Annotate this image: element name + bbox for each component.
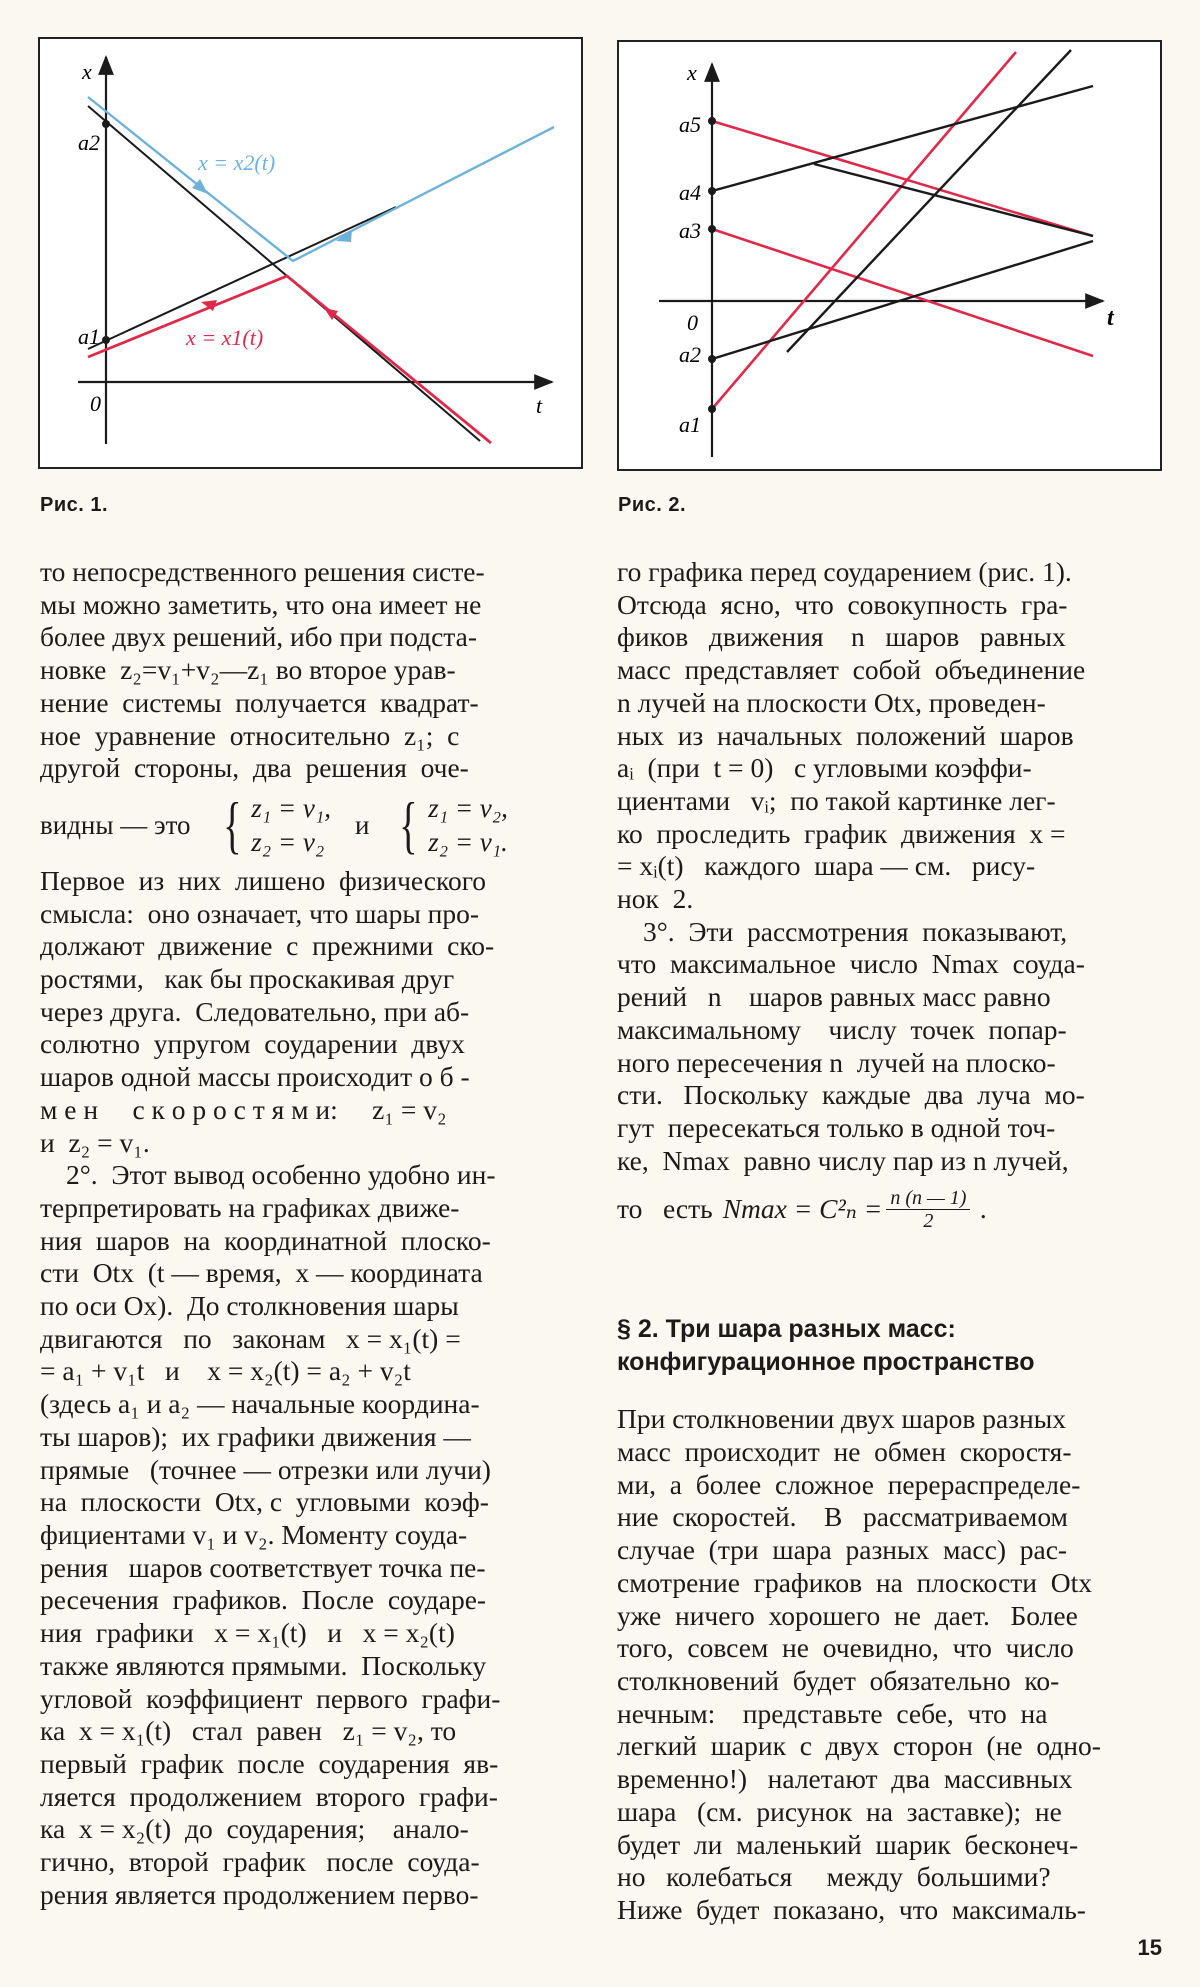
lp3-line: терпретировать на графиках движе-	[40, 1191, 460, 1223]
lp2-line: и z₂ = v₁.	[40, 1126, 150, 1158]
fig2-point-a4	[708, 187, 716, 195]
lp2-line: через друга. Следовательно, при аб-	[40, 995, 470, 1027]
figure-2-caption: Рис. 2.	[618, 494, 687, 516]
formula-prefix: то есть	[617, 1193, 713, 1224]
lp3-line: ния шаров на координатной плоско-	[40, 1224, 491, 1256]
fig2-t-label: t	[1107, 305, 1114, 331]
lp3-line: 2°. Этот вывод особенно удобно ин-	[66, 1159, 496, 1191]
rp2-line: 3°. Эти рассмотрения показывают,	[643, 915, 1068, 947]
rp3-line: будет ли маленький шарик бесконеч-	[617, 1828, 1079, 1860]
rp3-line: временно!) налетают два массивных	[617, 1763, 1073, 1795]
rp1-line: Отсюда ясно, что совокупность гра-	[617, 588, 1068, 620]
page-number: 15	[1137, 1935, 1162, 1960]
rp2-line: максимальному числу точек попар-	[617, 1013, 1067, 1045]
rp3-line: случае (три шара разных масс) рас-	[617, 1534, 1068, 1566]
rp1-line: ко проследить график движения x =	[617, 817, 1066, 849]
right-para-3	[617, 1403, 1162, 1926]
right-para-2	[617, 916, 1162, 1178]
fig1-curve-x2	[88, 97, 554, 261]
figure-2	[617, 40, 1162, 471]
left-para-3	[40, 1159, 588, 1911]
lp3-line: = a₁ + v₁t и x = x₂(t) = a₂ + v₂t	[40, 1355, 411, 1387]
fig2-origin-label: 0	[687, 310, 698, 335]
left-para-1	[40, 556, 588, 785]
fig1-label-x2: x = x2(t)	[198, 150, 276, 175]
fig2-ray-a1	[712, 52, 1016, 409]
lp1-line: нение системы получается квадрат-	[40, 686, 479, 718]
system-2: { z₁ = v₂, z₂ = v₁.	[399, 788, 508, 860]
rp3-line: нечным: представьте себе, что на	[617, 1697, 1048, 1729]
lp1-line: новке z₂=v₁+v₂—z₁ во второе урав-	[40, 654, 456, 686]
right-column	[617, 556, 1162, 1927]
sys1-row1: z₁ = v₁,	[251, 792, 332, 823]
lp1-line: более двух решений, ибо при подста-	[40, 621, 478, 653]
fig1-black-line-down	[88, 106, 480, 441]
rp3-line: столкновений будет обязательно ко-	[617, 1664, 1060, 1696]
fig2-point-a3	[708, 225, 716, 233]
fig2-label-a5: a5	[679, 112, 701, 137]
rp2-line: ке, Nmax равно числу пар из n лучей,	[617, 1144, 1069, 1176]
formula-denominator: 2	[923, 1209, 934, 1232]
rp3-line: масс происходит не обмен скоростя-	[617, 1436, 1072, 1468]
lp3-line: также являются прямыми. Поскольку	[40, 1649, 487, 1681]
lp2-line: Первое из них лишено физического	[40, 864, 487, 896]
fig2-point-a2	[708, 355, 716, 363]
formula-numerator: n (n — 1)	[886, 1187, 970, 1210]
lp3-line: рения шаров соответствует точка пе-	[40, 1551, 486, 1583]
lp1-line: другой стороны, два решения оче-	[40, 752, 469, 784]
fig1-point-a1	[102, 336, 110, 344]
fig2-x-label: x	[687, 60, 697, 85]
rp3-line: шара (см. рисунок на заставке); не	[617, 1795, 1062, 1827]
rp3-line: При столкновении двух шаров разных	[617, 1403, 1066, 1435]
heading-line-1: § 2. Три шара разных масс:	[617, 1315, 956, 1344]
rp1-line: масс представляет собой объединение	[617, 654, 1086, 686]
rp2-line: ного пересечения n лучей на плоско-	[617, 1046, 1056, 1078]
rp1-line: aᵢ (при t = 0) с угловыми коэффи-	[617, 752, 1032, 784]
rp3-line: уже ничего хорошего не дает. Более	[617, 1599, 1078, 1631]
lp3-line: прямые (точнее — отрезки или лучи)	[40, 1453, 491, 1485]
lp3-line: на плоскости Otx, с угловыми коэф-	[40, 1486, 489, 1518]
nmax-formula	[723, 1187, 988, 1232]
fig1-label-a1: a1	[78, 324, 100, 349]
formula-lhs: Nmax = C²ₙ =	[722, 1193, 883, 1224]
figure-1	[38, 37, 583, 469]
formula-suffix: .	[980, 1193, 988, 1224]
rp2-line: что максимальное число Nmax соуда-	[617, 948, 1085, 980]
rp1-line: циентами vᵢ; по такой картинке лег-	[617, 784, 1056, 816]
rp3-line: того, совсем не очевидно, что число	[617, 1632, 1074, 1664]
sys-prefix: видны — это	[40, 809, 191, 840]
lp2-line: смысла: оно означает, что шары про-	[40, 897, 480, 929]
sys2-row2: z₂ = v₁.	[428, 826, 508, 857]
fig2-ray-a3	[712, 229, 1093, 356]
formula-fraction	[886, 1187, 970, 1232]
lp3-line: по оси Ox). До столкновения шары	[40, 1290, 459, 1322]
fig2-ray-steep	[787, 50, 1071, 352]
fig1-t-label: t	[536, 393, 543, 418]
lp2-line: ростями, как бы проскакивая друг	[40, 963, 455, 995]
lp2-line: м е н с к о р о с т я м и: z₁ = v₂	[40, 1093, 447, 1125]
lp3-line: сти Otx (t — время, x — координата	[40, 1257, 483, 1289]
rp1-line: = xᵢ(t) каждого шара — см. рису-	[617, 850, 1036, 882]
fig1-x-label: x	[82, 59, 92, 84]
lp1-line: ное уравнение относительно z₁; с	[40, 719, 460, 751]
lp3-line: двигаются по законам x = x₁(t) =	[40, 1322, 461, 1354]
fig1-point-a2	[102, 120, 110, 128]
rp2-line: гут пересекаться только в одной точ-	[617, 1111, 1056, 1143]
equation-systems	[40, 789, 588, 861]
lp3-line: угловой коэффициент первого графи-	[40, 1682, 501, 1714]
figure-1-caption: Рис. 1.	[40, 494, 109, 516]
fig2-label-a2: a2	[679, 342, 701, 367]
rp1-line: нок 2.	[617, 883, 694, 915]
figure-1-plot	[40, 39, 581, 467]
lp3-line: рения является продолжением перво-	[40, 1878, 479, 1910]
rp2-line: рений n шаров равных масс равно	[617, 981, 1051, 1013]
system-1: { z₁ = v₁, z₂ = v₂	[222, 788, 332, 860]
rp1-line: n лучей на плоскости Otx, проведен-	[617, 686, 1046, 718]
nmax-formula-line	[617, 1181, 1162, 1237]
lp2-line: должают движение с прежними ско-	[40, 930, 495, 962]
section-heading	[617, 1313, 1162, 1379]
fig1-label-a2: a2	[78, 130, 100, 155]
rp3-line: ми, а более сложное перераспределе-	[617, 1468, 1081, 1500]
fig2-point-a1	[708, 405, 716, 413]
sys-and: и	[355, 809, 370, 840]
lp2-line: солютно упругом соударении двух	[40, 1028, 465, 1060]
lp3-line: ресечения графиков. После соударе-	[40, 1584, 487, 1616]
lp3-line: первый график после соударения яв-	[40, 1747, 499, 1779]
lp3-line: ты шаров); их графики движения —	[40, 1420, 471, 1452]
sys2-row1: z₁ = v₂,	[428, 792, 508, 823]
lp2-line: шаров одной массы происходит о б -	[40, 1061, 470, 1093]
lp3-line: ка x = x₂(t) до соударения; анало-	[40, 1813, 469, 1845]
rp3-line: легкий шарик с двух сторон (не одно-	[617, 1730, 1101, 1762]
fig2-point-a5	[708, 117, 716, 125]
rp1-line: ных из начальных положений шаров	[617, 719, 1074, 751]
lp3-line: ляется продолжением второго графи-	[40, 1780, 498, 1812]
rp3-line: смотрение графиков на плоскости Otx	[617, 1566, 1093, 1598]
fig1-label-x1: x = x1(t)	[186, 325, 264, 350]
rp3-line: Ниже будет показано, что максималь-	[617, 1893, 1086, 1925]
left-column	[40, 556, 588, 1911]
fig2-label-a4: a4	[679, 180, 701, 205]
lp3-line: ка x = x₁(t) стал равен z₁ = v₂, то	[40, 1715, 457, 1747]
rp1-line: го графика перед соударением (рис. 1).	[617, 556, 1072, 587]
lp3-line: (здесь a₁ и a₂ — начальные координа-	[40, 1388, 480, 1420]
lp3-line: гично, второй график после соуда-	[40, 1846, 480, 1878]
right-para-1	[617, 556, 1162, 916]
fig1-curve-x1	[88, 276, 491, 443]
rp2-line: сти. Поскольку каждые два луча мо-	[617, 1079, 1085, 1111]
fig1-origin-label: 0	[90, 391, 101, 416]
lp1-line: то непосредственного решения систе-	[40, 556, 485, 587]
rp3-line: ние скоростей. В рассматриваемом	[617, 1501, 1068, 1533]
heading-line-2: конфигурационное пространство	[617, 1348, 1035, 1377]
left-para-2	[40, 865, 588, 1159]
rp1-line: фиков движения n шаров равных	[617, 621, 1066, 653]
lp3-line: фициентами v₁ и v₂. Моменту соуда-	[40, 1518, 468, 1550]
rp3-line: но колебаться между большими?	[617, 1861, 1051, 1893]
lp1-line: мы можно заметить, что она имеет не	[40, 588, 482, 620]
fig2-label-a1: a1	[679, 412, 701, 437]
figure-2-plot	[619, 42, 1160, 469]
lp3-line: ния графики x = x₁(t) и x = x₂(t)	[40, 1617, 455, 1649]
sys1-row2: z₂ = v₂	[251, 826, 325, 857]
fig2-label-a3: a3	[679, 218, 701, 243]
